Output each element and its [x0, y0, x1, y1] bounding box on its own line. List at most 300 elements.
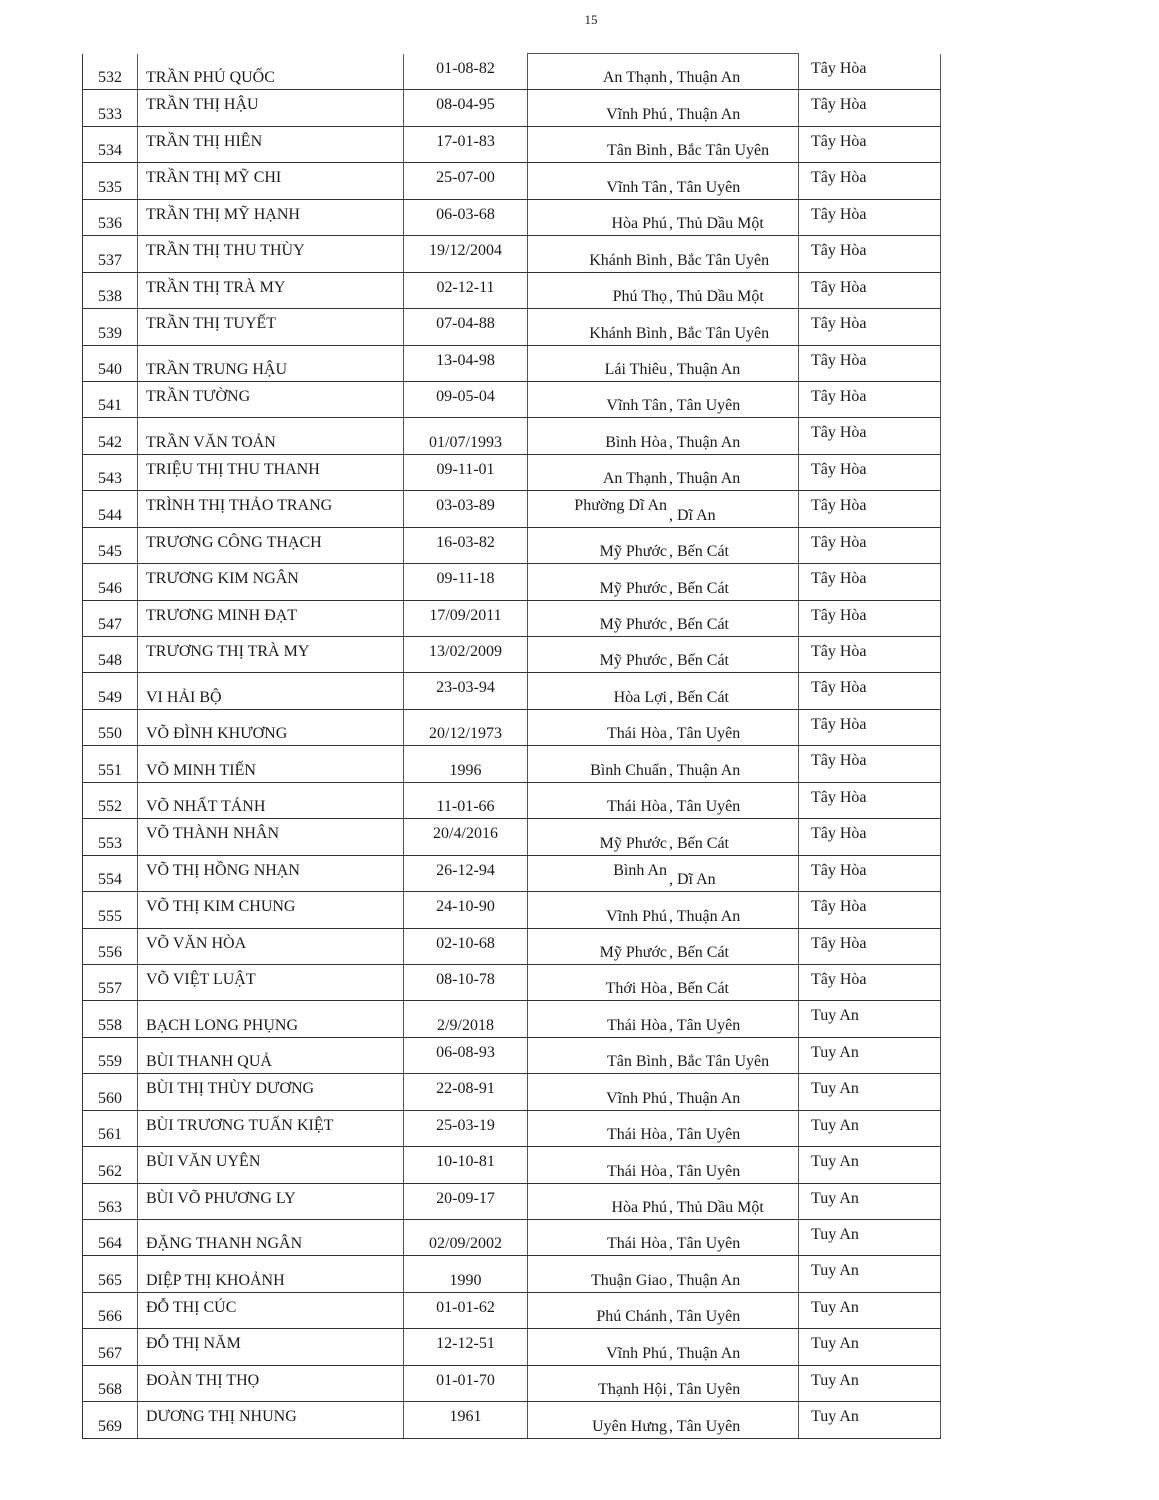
hometown-cell: [799, 929, 941, 964]
row-number: 538: [98, 288, 122, 306]
table-row: [82, 819, 941, 855]
hometown-cell: [799, 601, 941, 636]
hometown: Tây Hòa: [811, 96, 867, 114]
ward-name: An Thạnh: [602, 470, 667, 488]
district-name: , Thuận An: [669, 360, 741, 378]
ward-name: Phường Dĩ An: [574, 497, 667, 515]
table-row: [82, 965, 941, 1001]
row-number: 559: [98, 1053, 122, 1071]
date-of-birth-cell: [404, 54, 528, 89]
date-of-birth-cell: [404, 892, 528, 927]
row-number-cell: [82, 783, 138, 818]
district-name: , Tân Uyên: [669, 178, 741, 196]
district-name-cell: [667, 200, 799, 235]
district-name-cell: [667, 54, 799, 89]
row-number-cell: [82, 856, 138, 891]
table-row: [82, 601, 941, 637]
date-of-birth-cell: [404, 673, 528, 708]
person-name: VÕ VĂN HÒA: [146, 934, 247, 952]
hometown: Tây Hòa: [811, 898, 867, 916]
row-number: 546: [98, 579, 122, 597]
hometown: Tây Hòa: [811, 970, 867, 988]
hometown: Tây Hòa: [811, 643, 867, 660]
table-row: [82, 1001, 941, 1037]
date-of-birth: 09-05-04: [436, 387, 495, 405]
district-name-cell: [667, 382, 799, 417]
district-name-cell: [667, 1329, 799, 1364]
table-row: [82, 418, 941, 454]
row-number: 542: [98, 433, 122, 451]
date-of-birth-cell: [404, 273, 528, 308]
ward-name: Khánh Bình: [589, 251, 667, 269]
date-of-birth-cell: [404, 163, 528, 198]
row-number: 562: [98, 1162, 122, 1180]
hometown: Tuy An: [811, 1335, 859, 1353]
hometown-cell: [799, 528, 941, 563]
hometown-cell: [799, 127, 941, 162]
row-number: 534: [98, 142, 122, 160]
date-of-birth: 25-03-19: [436, 1116, 495, 1134]
row-number-cell: [82, 819, 138, 854]
district-name: , Dĩ An: [669, 871, 716, 889]
district-name: , Thuận An: [669, 1271, 741, 1289]
hometown-cell: [799, 637, 941, 672]
date-of-birth-cell: [404, 127, 528, 162]
hometown-cell: [799, 1329, 941, 1364]
date-of-birth: 01-01-62: [436, 1298, 495, 1316]
district-name: , Thuận An: [669, 1344, 741, 1362]
table-row: [82, 455, 941, 491]
table-row: [82, 1184, 941, 1220]
district-name-cell: [667, 1293, 799, 1328]
row-number-cell: [82, 455, 138, 490]
date-of-birth-cell: [404, 455, 528, 490]
row-number-cell: [82, 236, 138, 271]
date-of-birth: 02/09/2002: [429, 1235, 502, 1253]
ward-name: Thái Hòa: [607, 798, 667, 816]
date-of-birth: 17/09/2011: [429, 606, 502, 624]
hometown-cell: [799, 1220, 941, 1255]
person-name-cell: [136, 127, 404, 162]
hometown: Tây Hòa: [811, 460, 867, 478]
district-name: , Tân Uyên: [669, 1016, 741, 1034]
date-of-birth-cell: [404, 710, 528, 745]
district-name-cell: [667, 236, 799, 271]
ward-name: Tân Bình: [607, 1053, 667, 1071]
row-number-cell: [82, 746, 138, 781]
hometown-cell: [799, 892, 941, 927]
row-number: 547: [98, 616, 122, 633]
person-name-cell: [136, 1111, 404, 1146]
date-of-birth-cell: [404, 90, 528, 125]
table-row: [82, 856, 941, 892]
date-of-birth-cell: [404, 965, 528, 1000]
person-name-cell: [136, 163, 404, 198]
date-of-birth-cell: [404, 1184, 528, 1219]
row-number-cell: [82, 601, 138, 636]
hometown: Tây Hòa: [811, 606, 867, 624]
row-number: 553: [98, 834, 122, 852]
district-name: , Thuận An: [669, 761, 741, 779]
person-name: TRẦN TƯỜNG: [146, 387, 251, 405]
person-name-cell: [136, 1147, 404, 1182]
district-name-cell: [667, 1184, 799, 1219]
date-of-birth: 08-04-95: [436, 96, 495, 114]
person-name-cell: [136, 673, 404, 708]
person-name-cell: [136, 856, 404, 891]
district-name: , Bắc Tân Uyên: [669, 324, 770, 342]
person-name: TRẦN THỊ MỸ HẠNH: [146, 205, 300, 223]
row-number-cell: [82, 1074, 138, 1109]
ward-name: Hòa Lợi: [613, 688, 667, 706]
person-name-cell: [136, 965, 404, 1000]
ward-name: Vĩnh Phú: [606, 105, 667, 123]
row-number: 569: [98, 1417, 122, 1435]
row-number-cell: [82, 1366, 138, 1401]
district-name: , Tân Uyên: [669, 725, 741, 743]
person-name-cell: [136, 455, 404, 490]
table-row: [82, 673, 941, 709]
hometown-cell: [799, 1366, 941, 1401]
person-name-cell: [136, 1293, 404, 1328]
district-name-cell: [667, 856, 799, 891]
row-number: 540: [98, 360, 122, 378]
row-number-cell: [82, 127, 138, 162]
table-row: [82, 1366, 941, 1402]
ward-name: Mỹ Phước: [599, 543, 667, 561]
district-name-cell: [667, 418, 799, 453]
district-name-cell: [667, 1220, 799, 1255]
district-name-cell: [667, 309, 799, 344]
district-name-cell: [667, 1111, 799, 1146]
row-number: 557: [98, 980, 122, 998]
row-number-cell: [82, 309, 138, 344]
row-number-cell: [82, 163, 138, 198]
table-row: [82, 54, 941, 90]
table-row: [82, 1147, 941, 1183]
hometown: Tây Hòa: [811, 752, 867, 770]
person-name: ĐOÀN THỊ THỌ: [146, 1371, 260, 1389]
row-number: 560: [98, 1089, 122, 1107]
hometown: Tây Hòa: [811, 788, 867, 806]
date-of-birth: 23-03-94: [436, 679, 495, 697]
row-number-cell: [82, 382, 138, 417]
district-name: , Thuận An: [669, 470, 741, 488]
row-number-cell: [82, 1001, 138, 1036]
table-row: [82, 1293, 941, 1329]
date-of-birth: 25-07-00: [436, 169, 495, 187]
date-of-birth: 01/07/1993: [429, 433, 502, 451]
hometown-cell: [799, 163, 941, 198]
person-name-cell: [136, 54, 404, 89]
row-number-cell: [82, 200, 138, 235]
date-of-birth: 24-10-90: [436, 898, 495, 916]
person-name: TRẦN TRUNG HẬU: [146, 360, 288, 378]
date-of-birth: 08-10-78: [436, 970, 495, 988]
district-name: , Bến Cát: [669, 834, 729, 852]
person-name-cell: [136, 309, 404, 344]
district-name-cell: [667, 819, 799, 854]
row-number-cell: [82, 965, 138, 1000]
ward-name: Vĩnh Tân: [606, 397, 667, 415]
table-row: [82, 1038, 941, 1074]
table-row: [82, 1220, 941, 1256]
table-row: [82, 90, 941, 126]
ward-name: An Thạnh: [602, 69, 667, 87]
person-name: TRƯƠNG KIM NGÂN: [146, 570, 299, 588]
date-of-birth: 03-03-89: [436, 497, 495, 515]
date-of-birth-cell: [404, 637, 528, 672]
district-name: , Thủ Dầu Một: [669, 288, 764, 306]
row-number: 565: [98, 1271, 122, 1289]
table-row: [82, 491, 941, 527]
hometown-cell: [799, 1184, 941, 1219]
person-name-cell: [136, 1220, 404, 1255]
person-name-cell: [136, 892, 404, 927]
row-number-cell: [82, 1147, 138, 1182]
person-name: BÙI THANH QUẢ: [146, 1053, 272, 1071]
person-name: VÕ THỊ HỒNG NHẠN: [146, 861, 300, 879]
registry-table: [82, 54, 941, 1439]
ward-name: Mỹ Phước: [599, 616, 667, 633]
row-number-cell: [82, 418, 138, 453]
row-number: 555: [98, 907, 122, 925]
person-name: BÙI TRƯƠNG TUẤN KIỆT: [146, 1116, 334, 1134]
row-number: 548: [98, 652, 122, 670]
person-name-cell: [136, 273, 404, 308]
district-name: , Tân Uyên: [669, 1162, 741, 1180]
district-name-cell: [667, 163, 799, 198]
row-number: 549: [98, 688, 122, 706]
person-name-cell: [136, 236, 404, 271]
person-name: TRẦN THỊ HẬU: [146, 96, 259, 114]
district-name: , Thuận An: [669, 907, 741, 925]
person-name: TRẦN THỊ HIÊN: [146, 132, 263, 150]
date-of-birth-cell: [404, 418, 528, 453]
hometown-cell: [799, 382, 941, 417]
district-name: , Thuận An: [669, 105, 741, 123]
table-row: [82, 929, 941, 965]
row-number-cell: [82, 564, 138, 599]
row-number-cell: [82, 1402, 138, 1437]
ward-name: Vĩnh Phú: [606, 1344, 667, 1362]
district-name-cell: [667, 673, 799, 708]
person-name-cell: [136, 564, 404, 599]
district-name: , Dĩ An: [669, 506, 716, 524]
person-name: TRẦN THỊ TRÀ MY: [146, 278, 286, 296]
hometown: Tây Hòa: [811, 424, 867, 442]
hometown-cell: [799, 1111, 941, 1146]
date-of-birth-cell: [404, 382, 528, 417]
person-name: DIỆP THỊ KHOẢNH: [146, 1271, 285, 1289]
table-row: [82, 528, 941, 564]
hometown-cell: [799, 1402, 941, 1437]
district-name: , Bến Cát: [669, 579, 729, 597]
date-of-birth: 16-03-82: [436, 533, 495, 551]
date-of-birth: 1990: [449, 1271, 482, 1289]
date-of-birth: 22-08-91: [436, 1080, 495, 1098]
hometown-cell: [799, 1293, 941, 1328]
person-name-cell: [136, 710, 404, 745]
ward-name: Thái Hòa: [607, 1162, 667, 1180]
hometown: Tây Hòa: [811, 132, 867, 150]
table-row: [82, 564, 941, 600]
ward-name: Vĩnh Phú: [606, 907, 667, 925]
district-name-cell: [667, 965, 799, 1000]
district-name-cell: [667, 892, 799, 927]
date-of-birth: 13-04-98: [436, 351, 495, 369]
hometown: Tây Hòa: [811, 497, 867, 515]
person-name-cell: [136, 346, 404, 381]
table-row: [82, 127, 941, 163]
person-name-cell: [136, 1366, 404, 1401]
date-of-birth: 02-10-68: [436, 934, 495, 952]
person-name-cell: [136, 418, 404, 453]
page-number: 15: [584, 12, 598, 27]
district-name-cell: [667, 564, 799, 599]
hometown: Tây Hòa: [811, 570, 867, 588]
person-name-cell: [136, 1074, 404, 1109]
person-name: TRẦN VĂN TOẢN: [146, 433, 276, 451]
hometown: Tuy An: [811, 1262, 859, 1280]
row-number: 541: [98, 397, 122, 415]
person-name-cell: [136, 1001, 404, 1036]
date-of-birth: 17-01-83: [436, 132, 495, 150]
hometown-cell: [799, 710, 941, 745]
date-of-birth-cell: [404, 783, 528, 818]
district-name-cell: [667, 1147, 799, 1182]
district-name: , Bắc Tân Uyên: [669, 1053, 770, 1071]
district-name-cell: [667, 491, 799, 526]
hometown-cell: [799, 309, 941, 344]
date-of-birth: 02-12-11: [436, 278, 495, 296]
district-name-cell: [667, 1074, 799, 1109]
row-number: 539: [98, 324, 122, 342]
date-of-birth-cell: [404, 601, 528, 636]
district-name: , Bến Cát: [669, 980, 729, 998]
district-name: , Thuận An: [669, 1089, 741, 1107]
row-number: 537: [98, 251, 122, 269]
ward-name: Lái Thiêu: [604, 360, 667, 378]
row-number: 554: [98, 871, 122, 889]
person-name: ĐỖ THỊ NĂM: [146, 1335, 241, 1353]
person-name: TRƯƠNG THỊ TRÀ MY: [146, 643, 310, 660]
ward-name: Thái Hòa: [607, 725, 667, 743]
row-number: 566: [98, 1308, 122, 1326]
date-of-birth: 10-10-81: [436, 1153, 495, 1171]
date-of-birth-cell: [404, 746, 528, 781]
ward-name: Khánh Bình: [589, 324, 667, 342]
date-of-birth-cell: [404, 346, 528, 381]
row-number-cell: [82, 90, 138, 125]
date-of-birth: 07-04-88: [436, 315, 495, 333]
row-number-cell: [82, 673, 138, 708]
ward-name: Mỹ Phước: [599, 579, 667, 597]
date-of-birth: 01-01-70: [436, 1371, 495, 1389]
ward-name: Mỹ Phước: [599, 943, 667, 961]
hometown: Tuy An: [811, 1298, 859, 1316]
table-row: [82, 637, 941, 673]
date-of-birth-cell: [404, 929, 528, 964]
ward-name: Mỹ Phước: [599, 834, 667, 852]
hometown-cell: [799, 965, 941, 1000]
person-name: BÙI THỊ THÙY DƯƠNG: [146, 1080, 315, 1098]
hometown: Tây Hòa: [811, 351, 867, 369]
person-name: VÕ VIỆT LUẬT: [146, 970, 256, 988]
district-name-cell: [667, 601, 799, 636]
date-of-birth-cell: [404, 1220, 528, 1255]
row-number-cell: [82, 892, 138, 927]
hometown-cell: [799, 783, 941, 818]
row-number: 550: [98, 725, 122, 743]
date-of-birth: 06-08-93: [436, 1043, 495, 1061]
hometown: Tuy An: [811, 1043, 859, 1061]
hometown-cell: [799, 455, 941, 490]
hometown: Tây Hòa: [811, 533, 867, 551]
date-of-birth: 1961: [449, 1408, 482, 1426]
person-name: VÕ THÀNH NHÂN: [146, 825, 280, 843]
row-number-cell: [82, 1256, 138, 1291]
district-name: , Bến Cát: [669, 652, 729, 670]
table-row: [82, 710, 941, 746]
date-of-birth-cell: [404, 528, 528, 563]
date-of-birth-cell: [404, 819, 528, 854]
district-name: , Tân Uyên: [669, 397, 741, 415]
hometown: Tuy An: [811, 1007, 859, 1025]
hometown: Tuy An: [811, 1153, 859, 1171]
ward-name: Phú Thọ: [612, 288, 667, 306]
person-name-cell: [136, 200, 404, 235]
person-name: VÕ NHẤT TÁNH: [146, 798, 266, 816]
row-number-cell: [82, 1184, 138, 1219]
district-name: , Bắc Tân Uyên: [669, 142, 770, 160]
ward-name: Tân Bình: [607, 142, 667, 160]
district-name: , Tân Uyên: [669, 1308, 741, 1326]
date-of-birth: 12-12-51: [436, 1335, 495, 1353]
row-number-cell: [82, 491, 138, 526]
row-number-cell: [82, 929, 138, 964]
hometown: Tây Hòa: [811, 825, 867, 843]
date-of-birth: 2/9/2018: [437, 1016, 494, 1034]
district-name: , Bến Cát: [669, 616, 729, 633]
hometown: Tây Hòa: [811, 715, 867, 733]
hometown-cell: [799, 746, 941, 781]
person-name-cell: [136, 929, 404, 964]
district-name: , Thủ Dầu Một: [669, 1199, 764, 1216]
district-name-cell: [667, 1038, 799, 1073]
district-name: , Bến Cát: [669, 543, 729, 561]
hometown-cell: [799, 1038, 941, 1073]
district-name-cell: [667, 127, 799, 162]
ward-name: Hòa Phú: [611, 1199, 667, 1216]
date-of-birth-cell: [404, 1111, 528, 1146]
row-number-cell: [82, 1038, 138, 1073]
district-name-cell: [667, 90, 799, 125]
date-of-birth-cell: [404, 1074, 528, 1109]
hometown: Tây Hòa: [811, 861, 867, 879]
person-name-cell: [136, 90, 404, 125]
district-name: , Tân Uyên: [669, 1126, 741, 1144]
person-name-cell: [136, 783, 404, 818]
hometown: Tây Hòa: [811, 169, 867, 187]
person-name: VÕ ĐÌNH KHƯƠNG: [146, 725, 288, 743]
person-name: BÙI VĂN UYÊN: [146, 1153, 261, 1171]
person-name: TRẦN THỊ TUYẾT: [146, 315, 277, 333]
hometown: Tây Hòa: [811, 278, 867, 296]
ward-name: Thái Hòa: [607, 1126, 667, 1144]
district-name-cell: [667, 1256, 799, 1291]
district-name-cell: [667, 273, 799, 308]
